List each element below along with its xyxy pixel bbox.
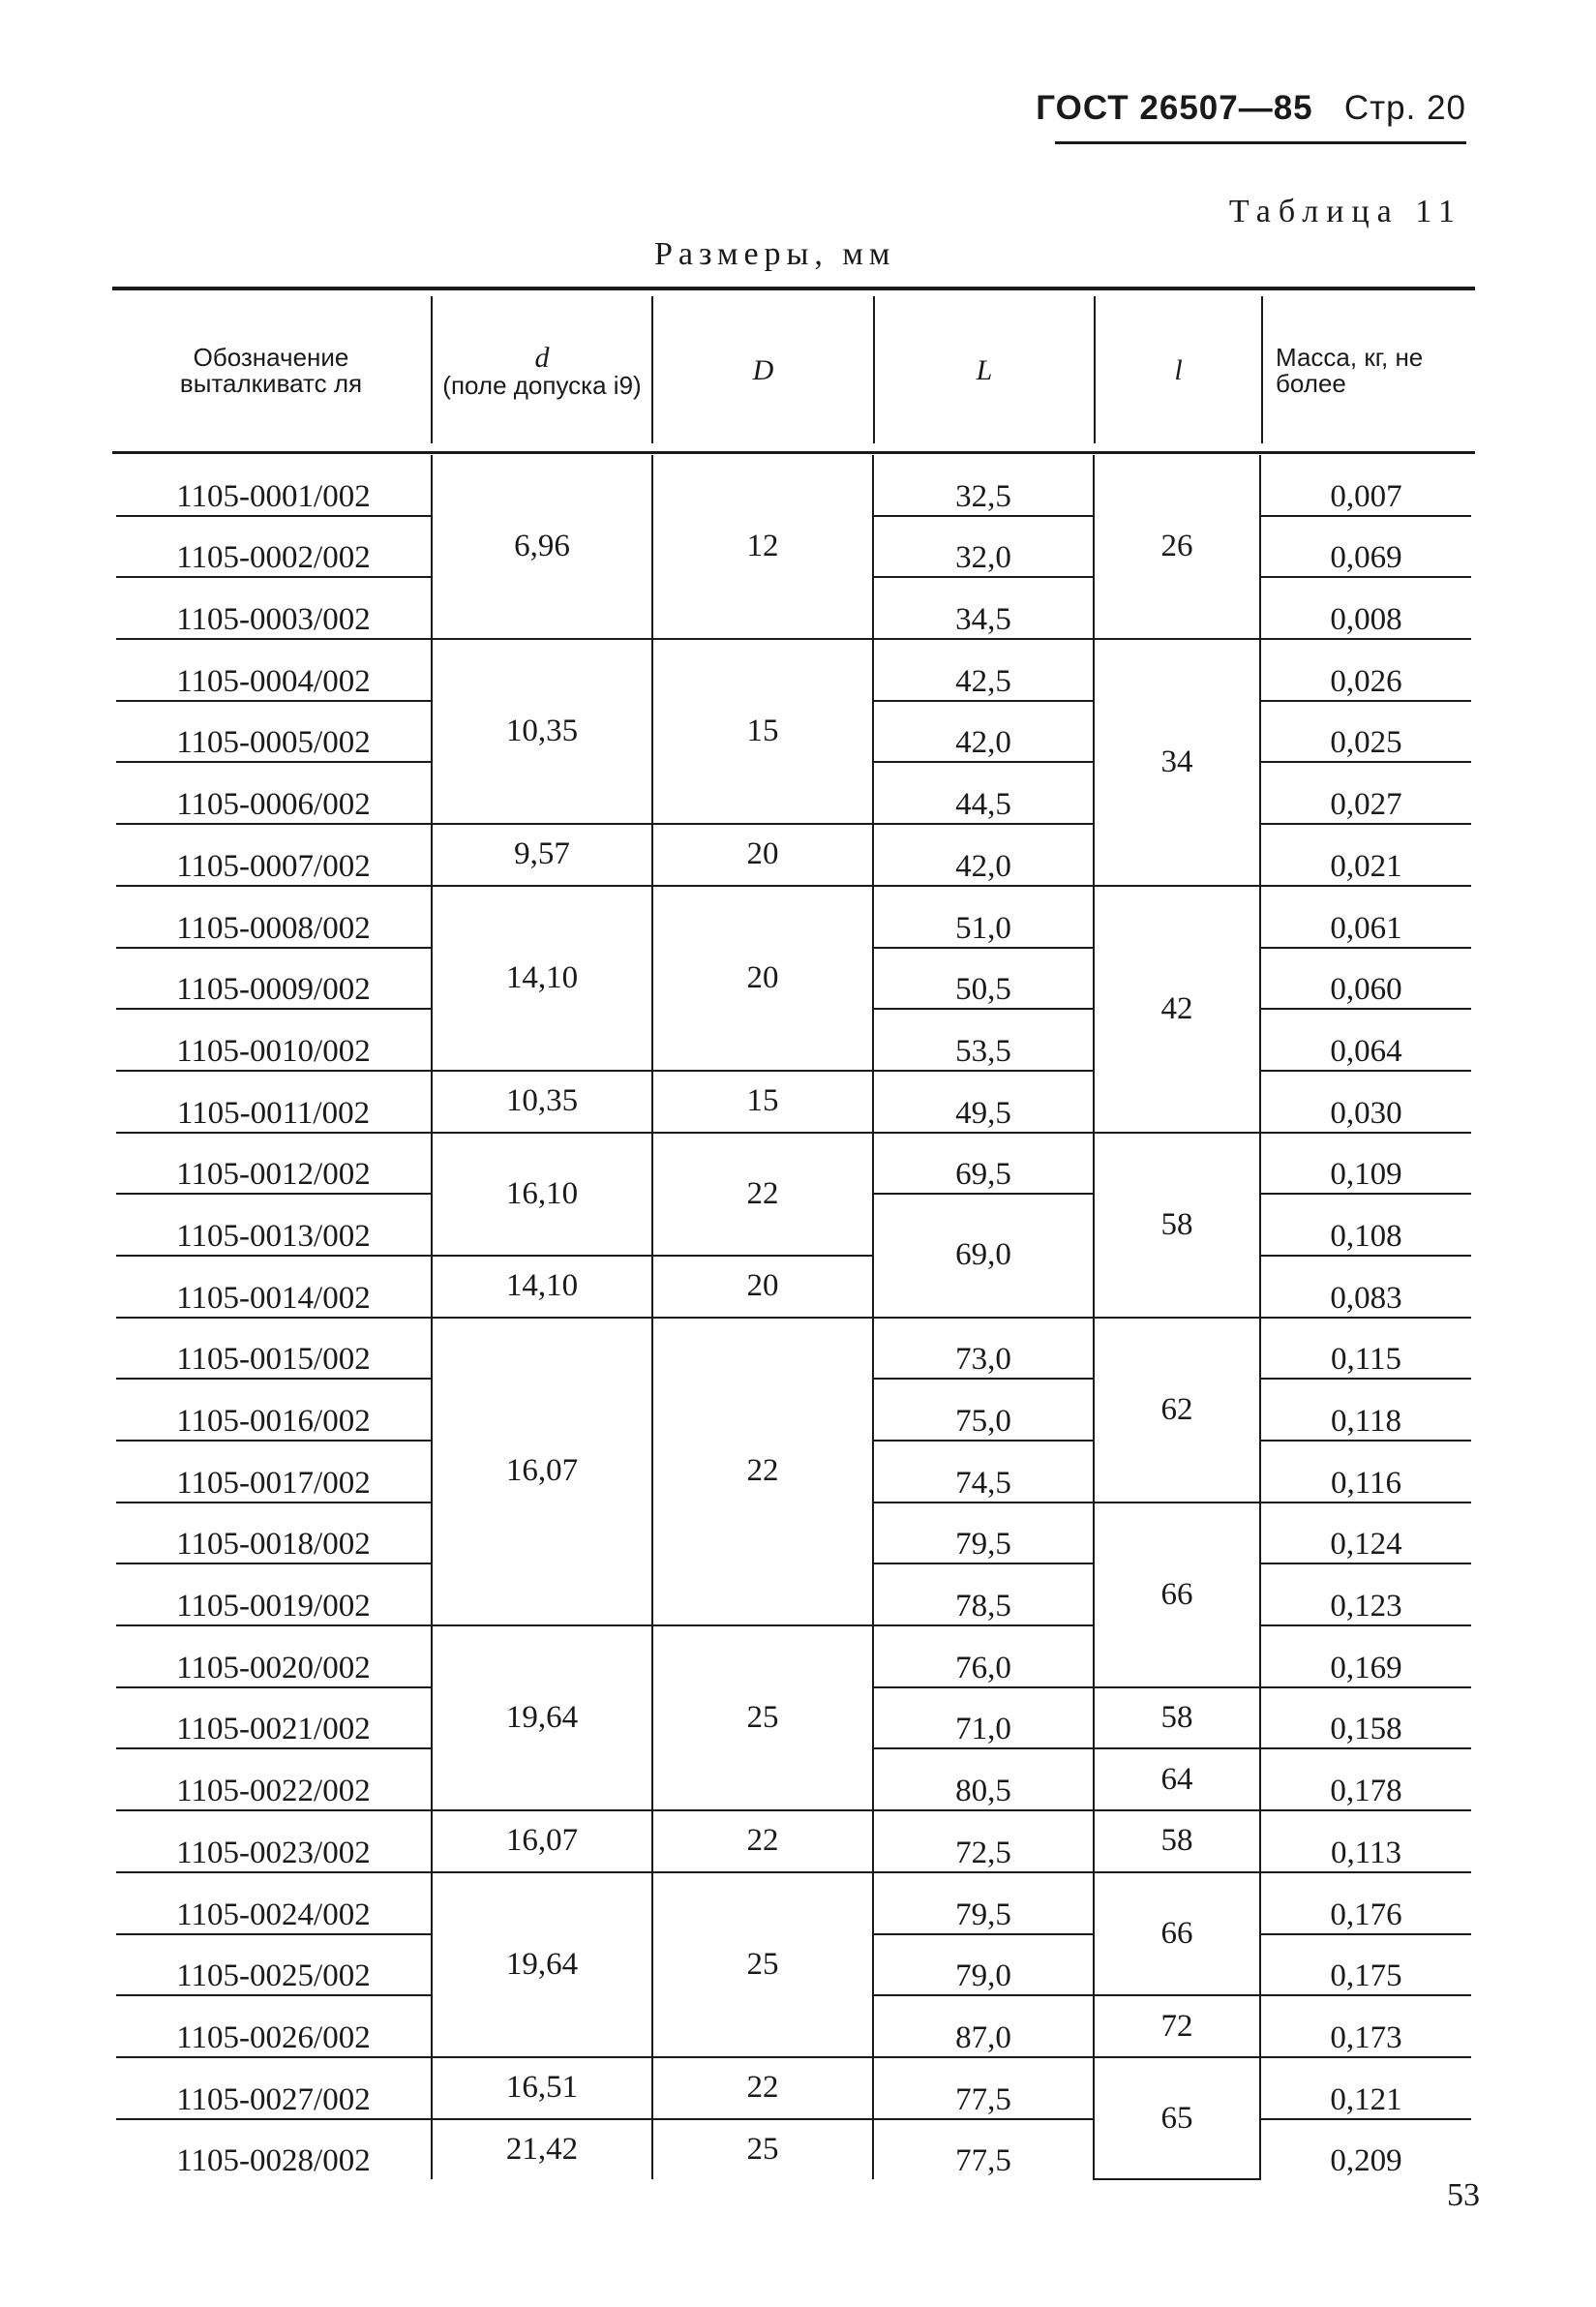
d-cell: 6,96 [432,455,652,639]
table-row [116,1625,1471,1687]
table-row [116,2119,1471,2180]
page-reference: Стр. 20 [1343,89,1466,127]
designation-cell: 1105-0025/002 [116,1934,432,1996]
d-cell: 21,42 [432,2119,652,2180]
mass-cell: 0,021 [1260,824,1471,886]
L-cell: 77,5 [873,2057,1094,2119]
L-cell: 79,5 [873,1503,1094,1564]
d-cell: 16,07 [432,1810,652,1872]
L-cell: 71,0 [873,1687,1094,1749]
mass-cell: 0,026 [1260,639,1471,701]
mass-cell: 0,124 [1260,1503,1471,1564]
D-cell: 25 [652,1625,873,1810]
designation-cell: 1105-0021/002 [116,1687,432,1749]
mass-cell: 0,209 [1330,2143,1402,2179]
L-cell: 42,5 [873,639,1094,701]
table-row [116,1810,1471,1872]
designation-cell: 1105-0004/002 [116,639,432,701]
D-cell: 15 [652,639,873,824]
L-cell: 75,0 [873,1379,1094,1441]
designation-cell: 1105-0005/002 [116,701,432,763]
designation-cell: 1105-0028/002 [116,2119,432,2180]
page-number: 53 [1447,2177,1480,2213]
mass-cell: 0,007 [1260,455,1471,516]
designation-cell: 1105-0015/002 [116,1318,432,1380]
designation-cell: 1105-0024/002 [116,1872,432,1934]
mass-cell: 0,118 [1260,1379,1471,1441]
table-row [116,824,1471,886]
d-cell: 19,64 [432,1625,652,1810]
L-cell: 53,5 [873,1009,1094,1071]
L-cell: 44,5 [873,762,1094,824]
header-bottom-rule [112,451,1475,454]
designation-cell: 1105-0013/002 [116,1194,432,1256]
L-cell: 32,0 [873,516,1094,578]
mass-cell: 0,064 [1260,1009,1471,1071]
l-cell: 64 [1094,1748,1260,1810]
mass-cell: 0,178 [1260,1748,1471,1810]
table-top-rule [112,287,1475,290]
L-cell: 51,0 [873,886,1094,948]
mass-cell: 0,121 [1260,2057,1471,2119]
l-cell: 34 [1094,639,1260,886]
L-cell: 87,0 [873,1995,1094,2057]
l-cell: 58 [1094,1687,1260,1749]
l-cell: 58 [1094,1133,1260,1318]
l-cell: 65 [1094,2057,1260,2179]
designation-cell: 1105-0017/002 [116,1441,432,1503]
table-row [116,1318,1471,1380]
mass-cell: 0,173 [1260,1995,1471,2057]
table-row [116,455,1471,516]
designation-cell: 1105-0006/002 [116,762,432,824]
d-cell: 10,35 [432,639,652,824]
col-header-D: D [752,354,774,387]
D-cell: 22 [652,2057,873,2119]
d-cell: 14,10 [432,886,652,1071]
col-header-L: L [976,354,993,387]
L-cell: 49,5 [873,1071,1094,1133]
l-cell: 58 [1094,1810,1260,1872]
designation-cell: 1105-0018/002 [116,1503,432,1564]
designation-cell: 1105-0007/002 [116,824,432,886]
page-header [1036,89,1466,128]
D-cell: 25 [652,1872,873,2057]
table-label: Таблица 11 [1228,194,1462,229]
L-cell: 69,0 [873,1194,1094,1317]
L-cell: 32,5 [873,455,1094,516]
designation-cell: 1105-0016/002 [116,1379,432,1441]
table-row [116,2057,1471,2119]
D-cell: 22 [652,1318,873,1625]
L-cell: 42,0 [873,824,1094,886]
L-cell: 74,5 [873,1441,1094,1503]
designation-cell: 1105-0001/002 [116,455,432,516]
d-cell: 16,07 [432,1318,652,1625]
mass-cell: 0,069 [1260,516,1471,578]
L-cell: 80,5 [873,1748,1094,1810]
table-row [116,1256,1471,1318]
col-header-mass: Масса, кг, не более [1276,342,1424,398]
designation-cell: 1105-0020/002 [116,1625,432,1687]
mass-cell: 0,060 [1260,948,1471,1010]
d-cell: 10,35 [432,1071,652,1133]
mass-cell: 0,109 [1260,1133,1471,1195]
mass-cell: 0,008 [1260,577,1471,639]
mass-cell: 0,061 [1260,886,1471,948]
table-row [116,1872,1471,1934]
d-cell: 16,10 [432,1133,652,1256]
standard-number: ГОСТ 26507—85 [1036,89,1313,127]
table-row [116,1071,1471,1133]
D-cell: 15 [652,1071,873,1133]
table-row [116,886,1471,948]
header-divider [1261,296,1263,443]
L-cell: 73,0 [873,1318,1094,1380]
designation-cell: 1105-0019/002 [116,1563,432,1625]
d-cell: 19,64 [432,1872,652,2057]
D-cell: 22 [652,1810,873,1872]
L-cell: 79,0 [873,1934,1094,1996]
mass-cell: 0,158 [1260,1687,1471,1749]
designation-cell: 1105-0027/002 [116,2057,432,2119]
mass-cell: 0,115 [1260,1318,1471,1380]
l-cell: 66 [1094,1503,1260,1687]
designation-cell: 1105-0023/002 [116,1810,432,1872]
L-cell: 34,5 [873,577,1094,639]
dimensions-caption: Размеры, мм [654,236,896,272]
col-header-designation: Обозначение выталкиватс ля [179,342,363,398]
D-cell: 20 [652,886,873,1071]
header-rule [1055,141,1466,144]
designation-cell: 1105-0011/002 [116,1071,432,1133]
D-cell: 25 [652,2119,873,2180]
D-cell: 12 [652,455,873,639]
d-cell: 16,51 [432,2057,652,2119]
designation-cell: 1105-0010/002 [116,1009,432,1071]
D-cell: 20 [652,1256,873,1318]
col-header-d [433,300,651,441]
L-cell: 50,5 [873,948,1094,1010]
mass-cell: 0,123 [1260,1563,1471,1625]
L-cell: 78,5 [873,1563,1094,1625]
l-cell: 42 [1094,886,1260,1133]
table-row [116,1133,1471,1195]
d-tolerance-note: (поле допуска і9) [442,371,642,401]
designation-cell: 1105-0002/002 [116,516,432,578]
L-cell: 79,5 [873,1872,1094,1934]
mass-cell: 0,025 [1260,701,1471,763]
mass-cell: 0,030 [1260,1071,1471,1133]
D-cell: 22 [652,1133,873,1256]
designation-cell: 1105-0008/002 [116,886,432,948]
d-symbol: d [534,341,550,374]
d-cell: 9,57 [432,824,652,886]
d-cell: 14,10 [432,1256,652,1318]
L-cell: 42,0 [873,701,1094,763]
col-header-l: l [1174,354,1183,387]
L-cell: 69,5 [873,1133,1094,1195]
mass-cell: 0,169 [1260,1625,1471,1687]
designation-cell: 1105-0012/002 [116,1133,432,1195]
L-cell: 76,0 [873,1625,1094,1687]
L-cell: 77,5 [873,2119,1094,2180]
l-cell: 66 [1094,1872,1260,1995]
ejector-table [116,455,1471,2180]
l-cell: 62 [1094,1318,1260,1503]
mass-cell: 0,113 [1260,1810,1471,1872]
D-cell: 20 [652,824,873,886]
mass-cell: 0,175 [1260,1934,1471,1996]
mass-cell: 0,176 [1260,1872,1471,1934]
mass-cell: 0,108 [1260,1194,1471,1256]
table-row [116,639,1471,701]
l-cell: 72 [1094,1995,1260,2057]
designation-cell: 1105-0014/002 [116,1256,432,1318]
designation-cell: 1105-0003/002 [116,577,432,639]
mass-cell: 0,116 [1260,1441,1471,1503]
mass-cell: 0,083 [1260,1256,1471,1318]
designation-cell: 1105-0009/002 [116,948,432,1010]
L-cell: 72,5 [873,1810,1094,1872]
designation-cell: 1105-0026/002 [116,1995,432,2057]
l-cell: 26 [1094,455,1260,639]
designation-cell: 1105-0022/002 [116,1748,432,1810]
mass-cell: 0,027 [1260,762,1471,824]
